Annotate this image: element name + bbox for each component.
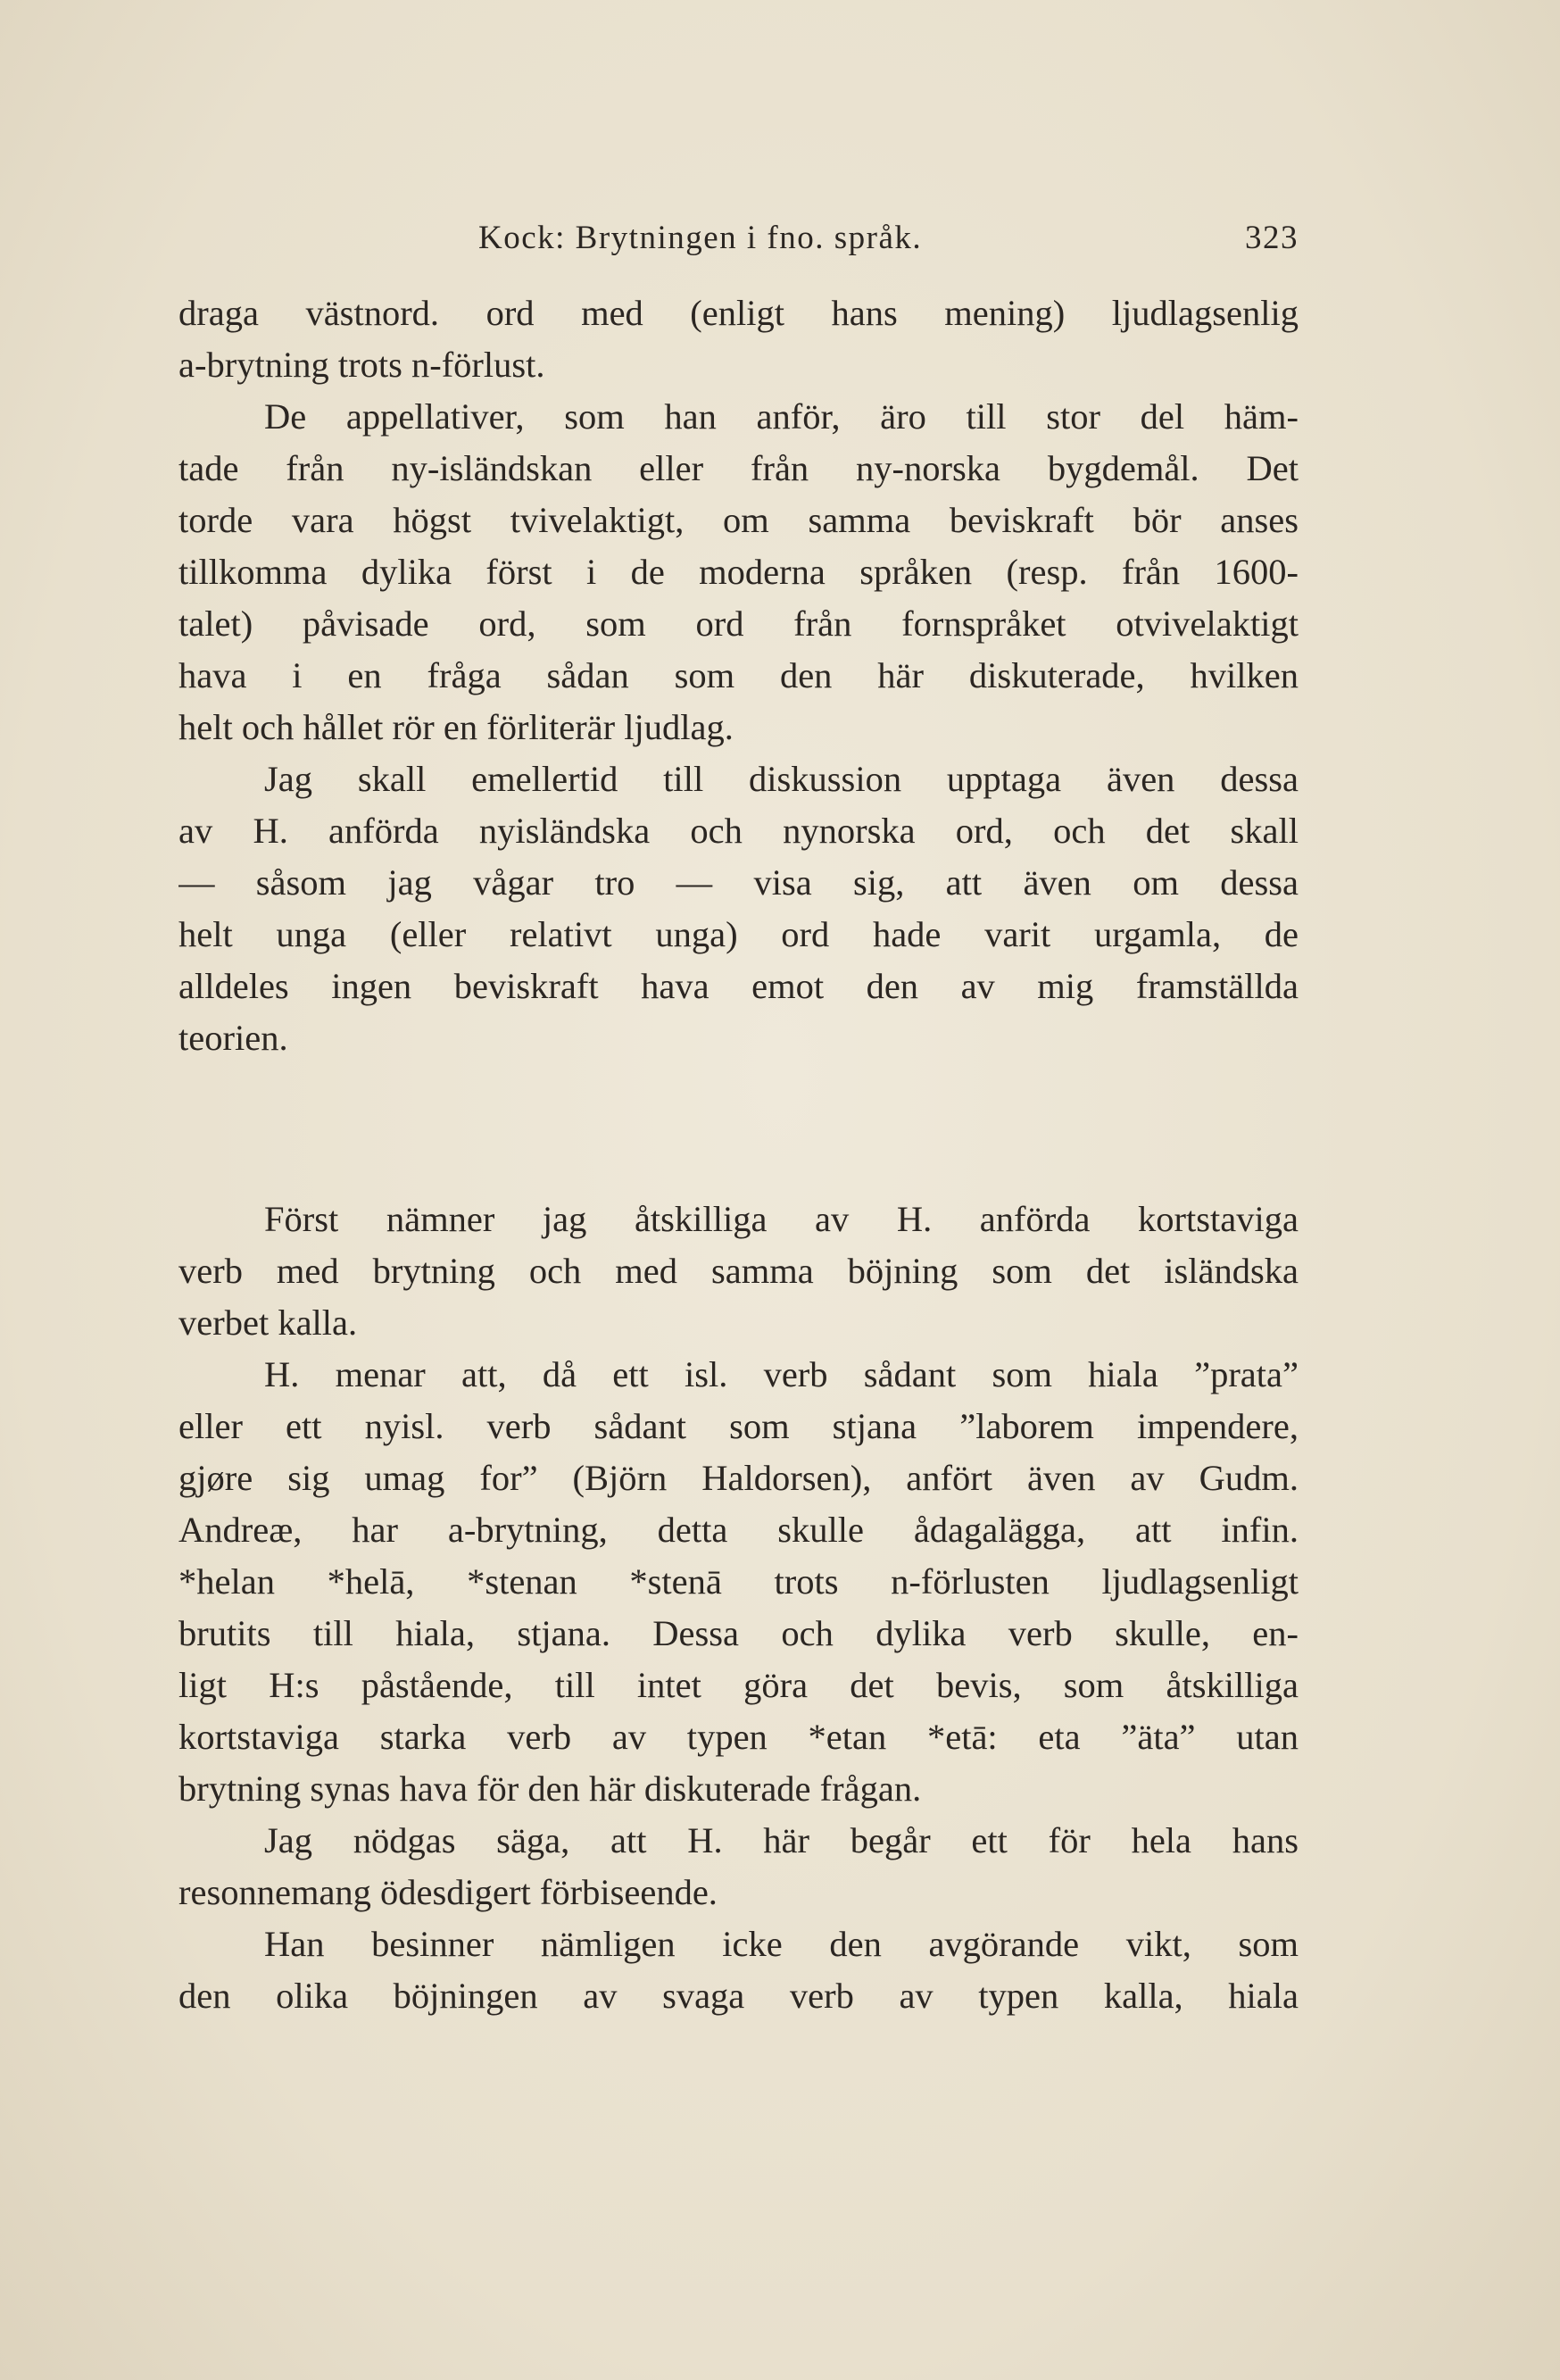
text-line: H. menar att, då ett isl. verb sådant som hiala ”prata” bbox=[264, 1354, 1299, 1394]
text-line: hava i en fråga sådan som den här diskuterade, hvilken bbox=[178, 655, 1299, 695]
running-head-title: Kock: Brytningen i fno. språk. bbox=[478, 220, 923, 256]
text-line: draga västnord. ord med (enligt hans mening) ljudlagsenlig bbox=[178, 293, 1299, 333]
text-line: eller ett nyisl. verb sådant som stjana ”laborem impendere, bbox=[178, 1406, 1299, 1446]
text-line: brutits till hiala, stjana. Dessa och dylika verb skulle, en- bbox=[178, 1613, 1299, 1653]
text-line: kortstaviga starka verb av typen *etan *etā: eta ”äta” utan bbox=[178, 1717, 1299, 1757]
text-line: resonnemang ödesdigert förbiseende. bbox=[178, 1872, 718, 1912]
text-line: gjøre sig umag for” (Björn Haldorsen), anfört även av Gudm. bbox=[178, 1458, 1299, 1498]
text-line: av H. anförda nyisländska och nynorska ord, och det skall bbox=[178, 811, 1299, 851]
text-line: — såsom jag vågar tro — visa sig, att även om dessa bbox=[178, 862, 1299, 903]
text-line: *helan *helā, *stenan *stenā trots n-förlusten ljudlagsenligt bbox=[178, 1561, 1299, 1602]
text-line: ligt H:s påstående, till intet göra det bevis, som åtskilliga bbox=[178, 1665, 1299, 1705]
text-line: De appellativer, som han anför, äro till stor del häm- bbox=[264, 396, 1299, 437]
text-block-upper bbox=[178, 287, 1299, 1064]
text-line: den olika böjningen av svaga verb av typen kalla, hiala bbox=[178, 1976, 1299, 2016]
text-line: helt unga (eller relativt unga) ord hade varit urgamla, de bbox=[178, 914, 1299, 954]
text-line: talet) påvisade ord, som ord från fornspråket otvivelaktigt bbox=[178, 603, 1299, 644]
text-line: brytning synas hava för den här diskuterade frågan. bbox=[178, 1768, 922, 1809]
text-line: tillkomma dylika först i de moderna språken (resp. från 1600- bbox=[178, 552, 1299, 592]
text-line: Först nämner jag åtskilliga av H. anförda kortstaviga bbox=[264, 1199, 1299, 1239]
text-line: tade från ny-isländskan eller från ny-norska bygdemål. Det bbox=[178, 448, 1299, 488]
text-line: teorien. bbox=[178, 1018, 288, 1058]
text-line: Jag nödgas säga, att H. här begår ett för hela hans bbox=[264, 1820, 1299, 1860]
running-head bbox=[178, 219, 1299, 263]
text-line: Han besinner nämligen icke den avgörande vikt, som bbox=[264, 1924, 1299, 1964]
text-line: a-brytning trots n-förlust. bbox=[178, 345, 545, 385]
text-line: Andreæ, har a-brytning, detta skulle ådagalägga, att infin. bbox=[178, 1510, 1299, 1550]
text-line: torde vara högst tvivelaktigt, om samma beviskraft bör anses bbox=[178, 500, 1299, 540]
text-line: alldeles ingen beviskraft hava emot den av mig framställda bbox=[178, 966, 1299, 1006]
page-number: 323 bbox=[1245, 220, 1299, 256]
text-block-lower bbox=[178, 1194, 1299, 2022]
text-line: Jag skall emellertid till diskussion upptaga även dessa bbox=[264, 759, 1299, 799]
text-line: helt och hållet rör en förliterär ljudlag. bbox=[178, 707, 734, 747]
text-line: verbet kalla. bbox=[178, 1302, 358, 1343]
text-line: verb med brytning och med samma böjning som det isländska bbox=[178, 1251, 1299, 1291]
